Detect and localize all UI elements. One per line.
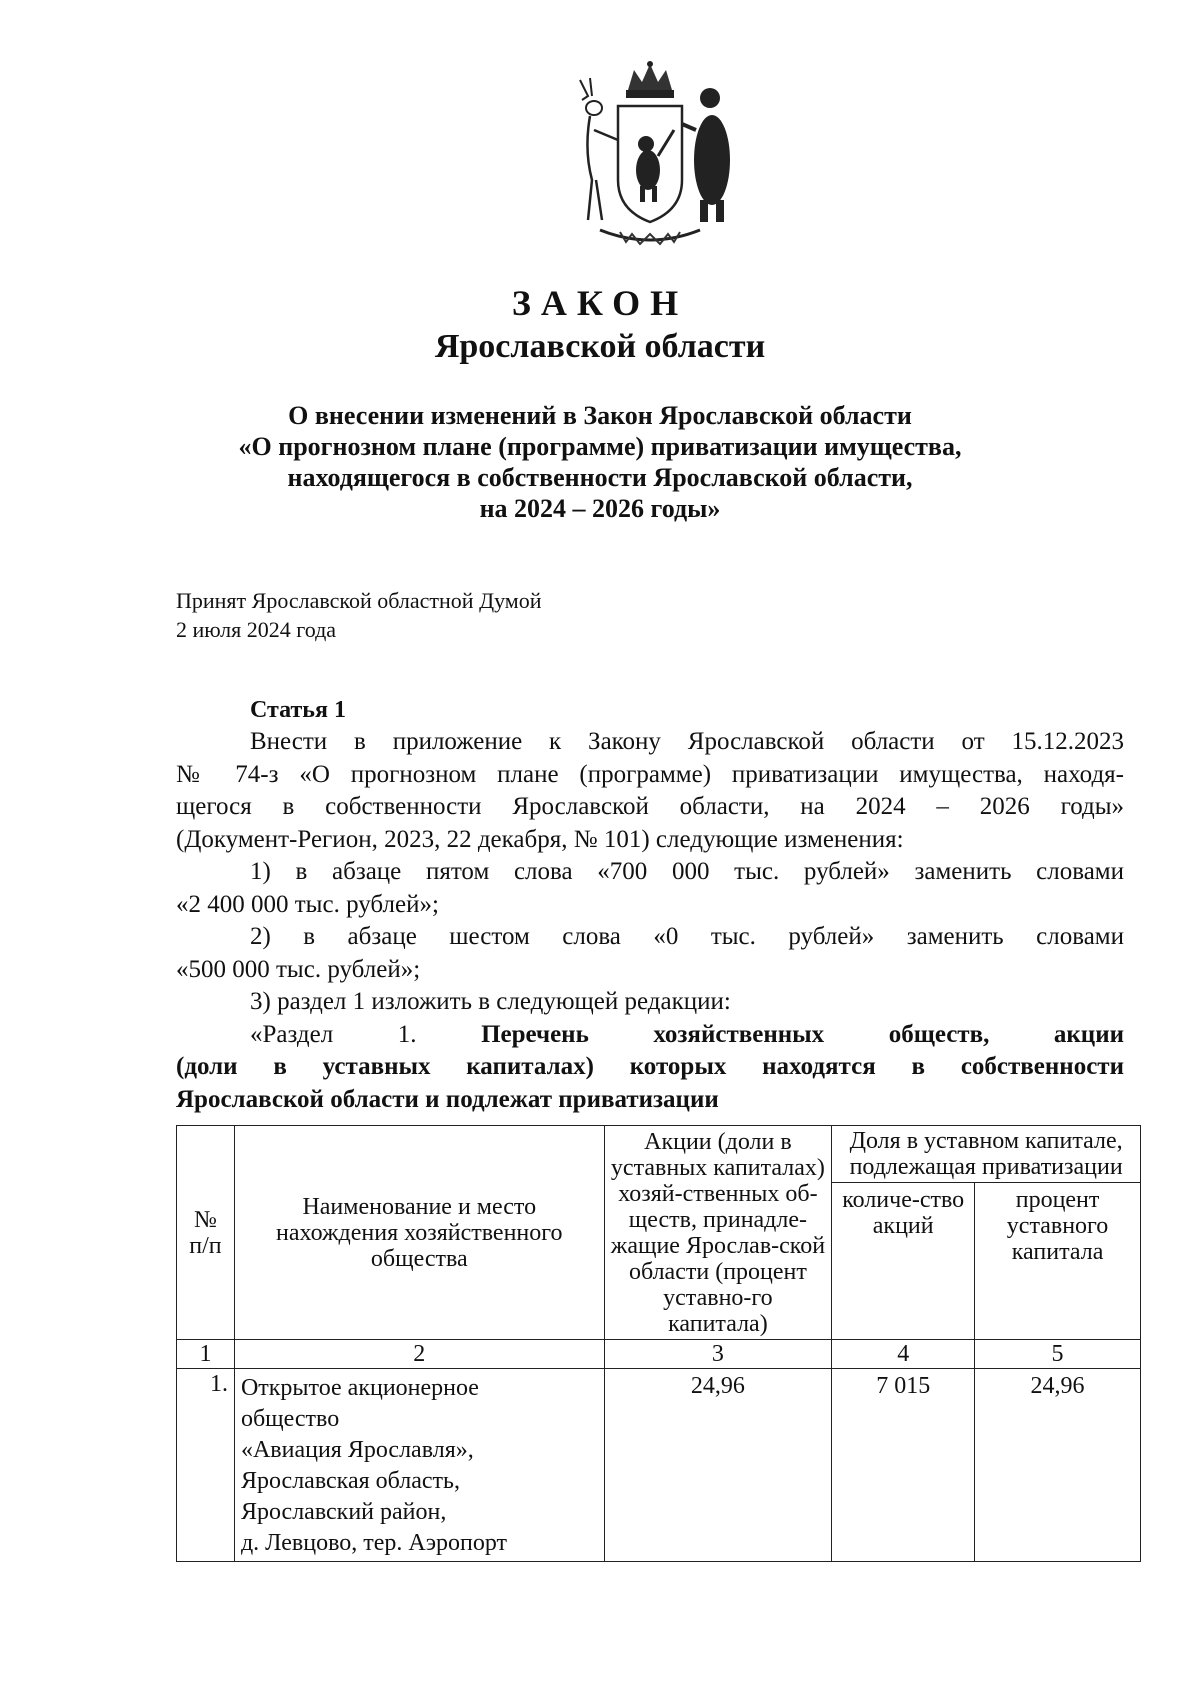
document-type: ЗАКОН xyxy=(511,283,689,323)
company-line: Ярославская область, xyxy=(240,1468,460,1494)
paragraph-line: 1) в абзаце пятом слова «700 000 тыс. рублей» заменить словами xyxy=(250,858,1124,885)
paragraph-line: «500 000 тыс. рублей»; xyxy=(176,955,421,983)
column-number: 2 xyxy=(234,1340,604,1369)
adoption-date: 2 июля 2024 года xyxy=(176,617,337,642)
adoption-info xyxy=(176,586,542,644)
subject-line: О внесении изменений в Закон Ярославской области xyxy=(288,401,912,430)
row-number: 1. xyxy=(177,1369,235,1562)
shares-owned-cell: 24,96 xyxy=(604,1369,832,1562)
paragraph-line: Внести в приложение к Закону Ярославской области от 15.12.2023 xyxy=(250,728,1124,755)
column-number: 4 xyxy=(832,1340,975,1369)
subject-line: на 2024 – 2026 годы» xyxy=(479,494,721,523)
paragraph-line: 2) в абзаце шестом слова «0 тыс. рублей» заменить словами xyxy=(250,923,1124,950)
paragraph-line: щегося в собственности Ярославской области, на 2024 – 2026 годы» xyxy=(176,793,1124,820)
law-subject xyxy=(0,400,1200,524)
company-line: Открытое акционерное xyxy=(240,1375,479,1401)
section-prefix: «Раздел 1. xyxy=(250,1020,417,1048)
company-line: «Авиация Ярославля», xyxy=(240,1437,474,1463)
column-number: 5 xyxy=(975,1340,1141,1369)
column-number-row xyxy=(177,1340,1141,1369)
header-num: № п/п xyxy=(177,1126,235,1340)
privatization-table xyxy=(176,1125,1141,1562)
table-header-row xyxy=(177,1126,1141,1183)
section-title: Ярославской области и подлежат приватизации xyxy=(176,1085,719,1113)
paragraph-line: «2 400 000 тыс. рублей»; xyxy=(176,890,439,918)
header-count: количе-ство акций xyxy=(832,1183,975,1340)
column-number: 3 xyxy=(604,1340,832,1369)
paragraph-line: (Документ-Регион, 2023, 22 декабря, № 101) следующие изменения: xyxy=(176,825,904,853)
article-title: Статья 1 xyxy=(250,697,346,723)
company-name-cell xyxy=(234,1369,604,1562)
paragraph-line: № 74-з «О прогнозном плане (программе) приватизации имущества, находя- xyxy=(176,760,1124,788)
share-percent-cell: 24,96 xyxy=(975,1369,1141,1562)
section-title: (доли в уставных капиталах) которых находятся в собственности xyxy=(176,1053,1124,1080)
header-shares-owned: Акции (доли в уставных капиталах) хозяй-ственных об-ществ, принадле-жащие Ярослав-ской области (процент уставно-го капитала) xyxy=(604,1126,832,1340)
section-title: Перечень хозяйственных обществ, акции xyxy=(481,1020,1125,1048)
subject-line: «О прогнозном плане (программе) приватизации имущества, xyxy=(238,432,962,461)
table-row xyxy=(177,1369,1141,1562)
company-line: Ярославский район, xyxy=(240,1499,447,1525)
header-name: Наименование и место нахождения хозяйственного общества xyxy=(234,1126,604,1340)
yaroslavl-coat-of-arms-icon xyxy=(560,60,740,250)
subject-line: находящегося в собственности Ярославской области, xyxy=(287,463,913,492)
section-heading-line xyxy=(176,1019,1124,1052)
section-heading-line xyxy=(176,1084,1124,1117)
header-percent: процент уставного капитала xyxy=(975,1183,1141,1340)
coat-of-arms-emblem xyxy=(560,60,740,250)
region-title: Ярославской области xyxy=(434,328,766,365)
article-body xyxy=(176,726,1124,1116)
company-line: д. Левцово, тер. Аэропорт xyxy=(240,1530,508,1556)
company-line: общество xyxy=(240,1406,340,1432)
paragraph-line: 3) раздел 1 изложить в следующей редакции: xyxy=(250,988,731,1015)
column-number: 1 xyxy=(177,1340,235,1369)
section-heading-line xyxy=(176,1051,1124,1084)
share-count-cell: 7 015 xyxy=(832,1369,975,1562)
header-share-group: Доля в уставном капитале, подлежащая приватизации xyxy=(832,1126,1141,1183)
adoption-line: Принят Ярославской областной Думой xyxy=(176,588,542,613)
